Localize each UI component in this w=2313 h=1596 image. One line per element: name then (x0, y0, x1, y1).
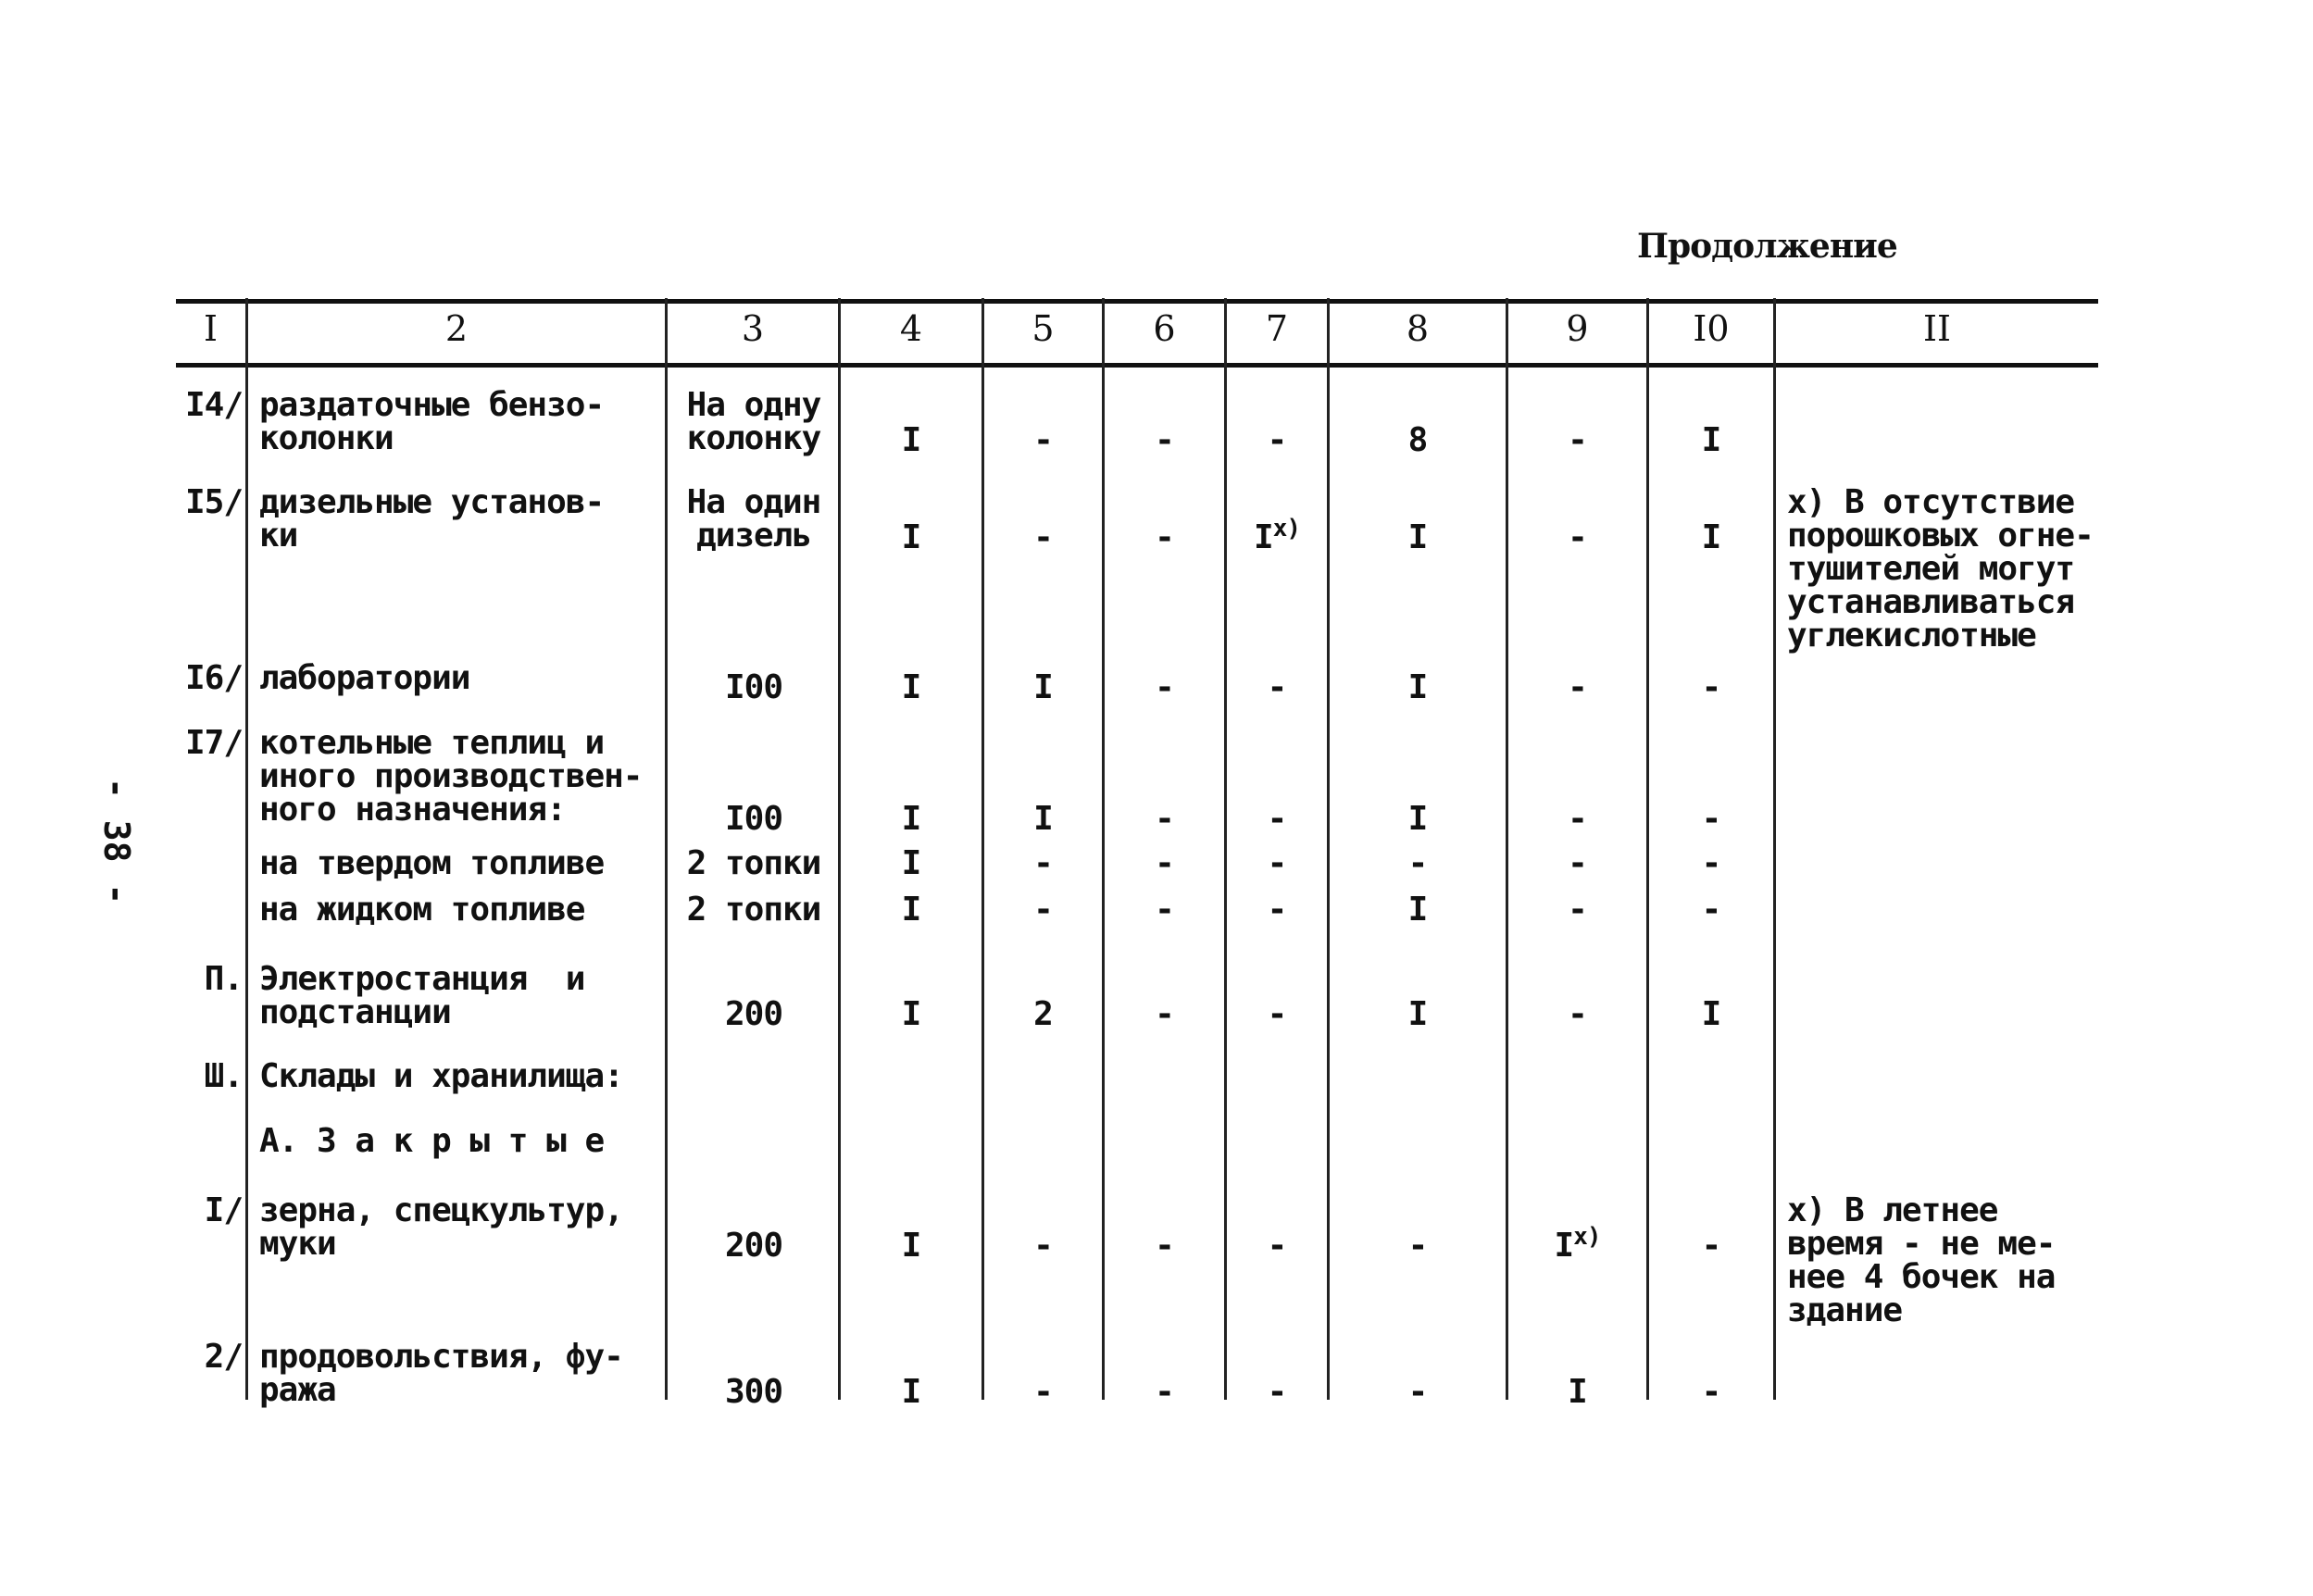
cell-text: I/ (204, 1191, 243, 1229)
cell-text: на жидком топливе (259, 891, 585, 929)
table-cell-c3 (669, 668, 839, 706)
cell-text: I (901, 1373, 921, 1411)
table-cell-c6 (1105, 1229, 1224, 1263)
table-cell-c9 (1508, 421, 1646, 459)
table-cell-c2 (259, 483, 667, 555)
table-cell-c4 (841, 893, 981, 927)
table-cell-c8 (1330, 844, 1506, 882)
table-cell-c10 (1649, 421, 1773, 459)
cell-text: - (1267, 1227, 1287, 1265)
table-cell-c4 (841, 668, 981, 706)
table-cell-c1 (176, 960, 243, 998)
column-header: 8 (1406, 308, 1430, 349)
table-cell-c2 (259, 659, 667, 697)
column-header: I (203, 308, 218, 349)
table-cell-c10 (1649, 893, 1773, 927)
table-cell-c1 (176, 1057, 243, 1095)
column-divider (1773, 298, 1776, 1400)
cell-text: I6/ (184, 659, 243, 697)
cell-text: - (1701, 668, 1721, 706)
table-cell-c10 (1649, 518, 1773, 556)
table-cell-c9 (1508, 995, 1646, 1033)
table-cell-c9 (1508, 518, 1646, 556)
table-cell-c4 (841, 518, 981, 556)
cell-text: - (1033, 421, 1053, 459)
cell-text: - (1407, 844, 1428, 882)
cell-text: I (1701, 421, 1721, 459)
table-cell-c5 (984, 800, 1102, 838)
cell-text: 2 (1033, 995, 1053, 1033)
table-cell-c10 (1649, 995, 1773, 1033)
table-cell-c9 (1508, 668, 1646, 706)
cell-text: I (1407, 668, 1428, 706)
cell-text: I (1407, 518, 1428, 556)
cell-text: - (1155, 844, 1174, 882)
cell-text: - (1701, 844, 1721, 882)
table-cell-c6 (1105, 800, 1224, 838)
cell-text: 200 (724, 995, 783, 1033)
table-cell-c9 (1508, 1373, 1646, 1411)
cell-text: - (1701, 1227, 1721, 1265)
table-cell-c4 (841, 1373, 981, 1411)
table-cell-c4 (841, 1229, 981, 1263)
table-cell-c6 (1105, 1373, 1224, 1411)
cell-text: на твердом топливе (259, 844, 605, 882)
table-cell-c3 (669, 893, 839, 927)
column-divider (245, 298, 248, 1400)
header-bottom-rule (176, 363, 2098, 368)
table-cell-c8 (1330, 995, 1506, 1033)
table-cell-c6 (1105, 893, 1224, 927)
cell-text: 2 топки (686, 844, 821, 882)
cell-text: котельные теплиц и иного производствен- ного назначения: (259, 724, 643, 829)
table-cell-c8 (1330, 421, 1506, 459)
column-header: 6 (1153, 308, 1176, 349)
cell-text: - (1267, 844, 1287, 882)
table-cell-c4 (841, 800, 981, 838)
table-cell-c3 (669, 1373, 839, 1411)
table-cell-c10 (1649, 800, 1773, 838)
table-cell-c6 (1105, 668, 1224, 706)
cell-text: - (1568, 844, 1587, 882)
cell-text: I (1701, 518, 1721, 556)
cell-text: I7/ (184, 724, 243, 762)
table-cell-c1 (176, 1191, 243, 1229)
table-cell-c7 (1227, 800, 1327, 838)
table-cell-c7 (1227, 844, 1327, 882)
cell-text: I (901, 518, 921, 556)
table-cell-c7 (1227, 1373, 1327, 1411)
table-cell-c7 (1227, 421, 1327, 459)
cell-text: - (1033, 844, 1053, 882)
table-cell-c8 (1330, 893, 1506, 927)
table-cell-c10 (1649, 844, 1773, 882)
table-cell-c5 (984, 1229, 1102, 1263)
cell-text: зерна, спецкультур, муки (259, 1191, 623, 1263)
table-cell-c7 (1227, 668, 1327, 706)
cell-text: I (901, 1227, 921, 1265)
cell-text: I00 (724, 800, 783, 838)
cell-text: - (1033, 1227, 1053, 1265)
cell-text: - (1407, 1373, 1428, 1411)
cell-text: 300 (724, 1373, 783, 1411)
cell-text: I4/ (184, 386, 243, 424)
table-cell-c1 (176, 659, 243, 697)
cell-text: I (901, 844, 921, 882)
cell-text: I (1568, 1373, 1587, 1411)
table-cell-c4 (841, 844, 981, 882)
column-header: 9 (1566, 308, 1589, 349)
table-cell-c1 (176, 1340, 243, 1374)
table-cell-c5 (984, 421, 1102, 459)
cell-text: продовольствия, фу- ража (259, 1338, 623, 1409)
table-cell-c11 (1787, 483, 2102, 655)
cell-text: - (1155, 421, 1174, 459)
table-cell-c10 (1649, 1373, 1773, 1411)
cell-text: - (1155, 1373, 1174, 1411)
cell-text: 8 (1407, 421, 1428, 459)
cell-text: раздаточные бензо- колонки (259, 386, 605, 457)
table-cell-c6 (1105, 421, 1224, 459)
table-cell-c8 (1330, 518, 1506, 556)
table-cell-c10 (1649, 668, 1773, 706)
cell-text: I (1033, 800, 1053, 838)
cell-text: - (1155, 518, 1174, 556)
cell-text: Склады и хранилища: (259, 1057, 623, 1095)
cell-text: I (1407, 891, 1428, 929)
column-header: 5 (1031, 308, 1055, 349)
cell-text: I5/ (184, 483, 243, 521)
footnote-mark: x) (1272, 515, 1300, 542)
table-cell-c5 (984, 1373, 1102, 1411)
cell-text: На одну колонку (686, 386, 821, 457)
table-cell-c2 (259, 724, 667, 829)
cell-text: - (1155, 1227, 1174, 1265)
table-cell-c2 (259, 960, 667, 1031)
table-cell-c3 (669, 483, 839, 555)
cell-text: I00 (724, 668, 783, 706)
cell-text: лаборатории (259, 659, 470, 697)
table-cell-c7 (1227, 893, 1327, 927)
cell-text: I (1407, 800, 1428, 838)
table-cell-c2 (259, 1122, 667, 1160)
table-cell-c6 (1105, 518, 1224, 556)
cell-text: - (1568, 421, 1587, 459)
column-header: 3 (741, 308, 765, 349)
table-cell-c9 (1508, 1223, 1646, 1265)
table-cell-c3 (669, 844, 839, 882)
cell-text: - (1568, 518, 1587, 556)
cell-text: Ш. (204, 1057, 243, 1095)
cell-text: х) В отсутствие порошковых огне- тушителей могут устанавливаться углекислотные (1787, 483, 2094, 655)
table-cell-c5 (984, 668, 1102, 706)
page-number: - 38 - (96, 778, 137, 905)
cell-text: I (1254, 518, 1273, 556)
cell-text: 2/ (204, 1338, 243, 1376)
cell-text: I (1554, 1227, 1574, 1265)
cell-text: - (1033, 518, 1053, 556)
table-cell-c2 (259, 1057, 667, 1095)
column-header: II (1922, 308, 1952, 349)
cell-text: I (901, 800, 921, 838)
cell-text: 200 (724, 1227, 783, 1265)
cell-text: I (1701, 995, 1721, 1033)
table-cell-c9 (1508, 844, 1646, 882)
table-cell-c2 (259, 386, 667, 457)
cell-text: дизельные установ- ки (259, 483, 605, 555)
table-cell-c7 (1227, 995, 1327, 1033)
cell-text: - (1267, 421, 1287, 459)
table-cell-c8 (1330, 800, 1506, 838)
table-cell-c5 (984, 518, 1102, 556)
table-cell-c8 (1330, 668, 1506, 706)
table-cell-c5 (984, 893, 1102, 927)
table-cell-c2 (259, 1340, 667, 1407)
table-cell-c9 (1508, 800, 1646, 838)
cell-text: - (1568, 668, 1587, 706)
cell-text: Электростанция и подстанции (259, 960, 585, 1031)
table-cell-c6 (1105, 844, 1224, 882)
table-cell-c1 (176, 724, 243, 762)
cell-text: - (1155, 668, 1174, 706)
table-cell-c7 (1227, 1229, 1327, 1263)
cell-text: - (1033, 1373, 1053, 1411)
cell-text: - (1267, 995, 1287, 1033)
table-cell-c4 (841, 421, 981, 459)
table-cell-c1 (176, 386, 243, 424)
table-cell-c7 (1227, 515, 1327, 556)
table-cell-c3 (669, 995, 839, 1033)
table-cell-c11 (1787, 1191, 2102, 1329)
cell-text: I (1407, 995, 1428, 1033)
table-cell-c3 (669, 800, 839, 838)
column-header: I0 (1693, 308, 1730, 349)
cell-text: - (1267, 1373, 1287, 1411)
table-cell-c1 (176, 483, 243, 521)
table-cell-c2 (259, 1191, 667, 1263)
cell-text: - (1568, 891, 1587, 929)
continuation-heading: Продолжение (1637, 227, 1897, 266)
column-header: 2 (444, 308, 469, 349)
cell-text: I (901, 668, 921, 706)
column-header: 7 (1265, 308, 1289, 349)
cell-text: - (1155, 891, 1174, 929)
column-header: 4 (899, 308, 923, 349)
cell-text: - (1267, 891, 1287, 929)
cell-text: I (1033, 668, 1053, 706)
cell-text: I (901, 421, 921, 459)
cell-text: х) В летнее время - не ме- нее 4 бочек на здание (1787, 1191, 2056, 1329)
cell-text: - (1155, 800, 1174, 838)
table-cell-c5 (984, 995, 1102, 1033)
cell-text: - (1033, 891, 1053, 929)
cell-text: - (1568, 800, 1587, 838)
cell-text: А. З а к р ы т ы е (259, 1122, 605, 1160)
cell-text: I (901, 891, 921, 929)
cell-text: - (1701, 800, 1721, 838)
table-cell-c3 (669, 386, 839, 457)
cell-text: - (1407, 1227, 1428, 1265)
cell-text: I (901, 995, 921, 1033)
table-cell-c5 (984, 844, 1102, 882)
cell-text: - (1568, 995, 1587, 1033)
table-cell-c9 (1508, 893, 1646, 927)
cell-text: - (1701, 891, 1721, 929)
cell-text: П. (204, 960, 243, 998)
cell-text: 2 топки (686, 891, 821, 929)
table-cell-c3 (669, 1229, 839, 1263)
cell-text: - (1267, 800, 1287, 838)
cell-text: - (1701, 1373, 1721, 1411)
cell-text: - (1267, 668, 1287, 706)
table-cell-c4 (841, 995, 981, 1033)
cell-text: На один дизель (686, 483, 821, 555)
table-cell-c8 (1330, 1229, 1506, 1263)
table-cell-c10 (1649, 1229, 1773, 1263)
table-cell-c2 (259, 893, 667, 927)
footnote-mark: x) (1573, 1223, 1601, 1251)
table-cell-c2 (259, 844, 667, 882)
cell-text: - (1155, 995, 1174, 1033)
table-cell-c6 (1105, 995, 1224, 1033)
table-cell-c8 (1330, 1373, 1506, 1411)
